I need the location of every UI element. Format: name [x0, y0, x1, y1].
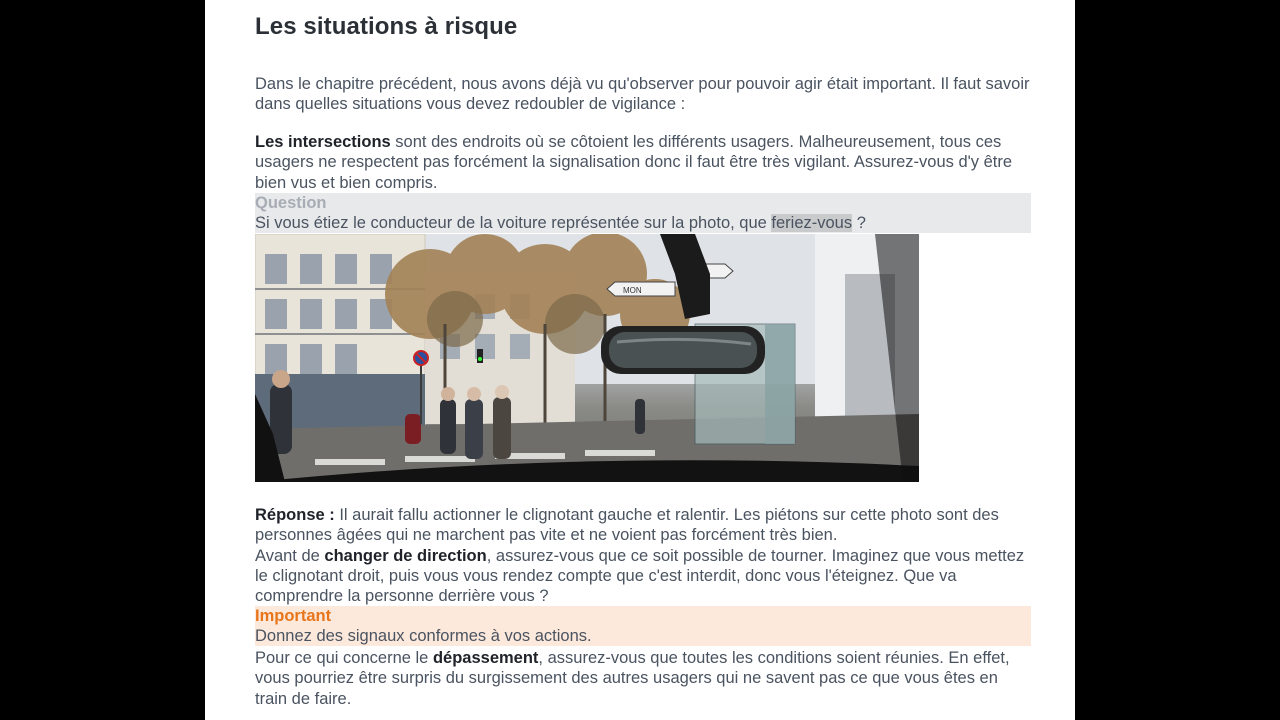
depassement-paragraph [255, 648, 1031, 709]
question-highlight: feriez-vous [771, 214, 853, 233]
document-page [205, 0, 1075, 720]
intersection-photo-illustration [255, 234, 919, 482]
important-title: Important [255, 607, 332, 625]
intersections-text: sont des endroits où se côtoient les différents usagers. Malheureusement, tous ces usagers ne respectent pas forcément la signalisation donc il faut être très vigilant. Assurez-vous d'y être bien vus et bien compris. [255, 133, 1013, 192]
direction-before: Avant de [255, 546, 325, 565]
direction-sign-text: MON [623, 286, 642, 295]
intersections-term: Les intersections [255, 133, 391, 151]
question-text [255, 213, 1031, 233]
important-text: Donnez des signaux conformes à vos actions. [255, 627, 592, 646]
question-text-before: Si vous étiez le conducteur de la voiture représentée sur la photo, que [255, 214, 772, 233]
depassement-after: , assurez-vous que toutes les conditions soient réunies. En effet, vous pourriez être surpris du surgissement des autres usagers qui ne savent pas ce que vous êtes en train de faire. [255, 649, 1010, 708]
question-text-after: ? [852, 214, 866, 233]
page-title: Les situations à risque [255, 13, 518, 40]
intersection-photo [255, 234, 919, 482]
important-box [255, 606, 1031, 646]
question-title: Question [255, 194, 327, 212]
question-box [255, 193, 1031, 233]
direction-after: , assurez-vous que ce soit possible de tourner. Imaginez que vous mettez le clignotant droit, puis vous vous rendez compte que c'est interdit, donc vous l'éteignez. Que va comprendre la personne derrière vous ? [255, 546, 1025, 606]
reponse-text: Il aurait fallu actionner le clignotant gauche et ralentir. Les piétons sur cette photo sont des personnes âgées qui ne marchent pas vite et ne voient pas forcément très bien. [255, 506, 999, 545]
intro-paragraph: Dans le chapitre précédent, nous avons déjà vu qu'observer pour pouvoir agir était important. Il faut savoir dans quelles situations vous devez redoubler de vigilance : [255, 75, 1030, 114]
intersections-paragraph [255, 132, 1031, 193]
reponse-paragraph [255, 505, 1031, 606]
reponse-label: Réponse : [255, 506, 335, 524]
direction-term: changer de direction [324, 546, 487, 565]
depassement-term: dépassement [432, 649, 539, 667]
depassement-before: Pour ce qui concerne le [255, 649, 433, 667]
